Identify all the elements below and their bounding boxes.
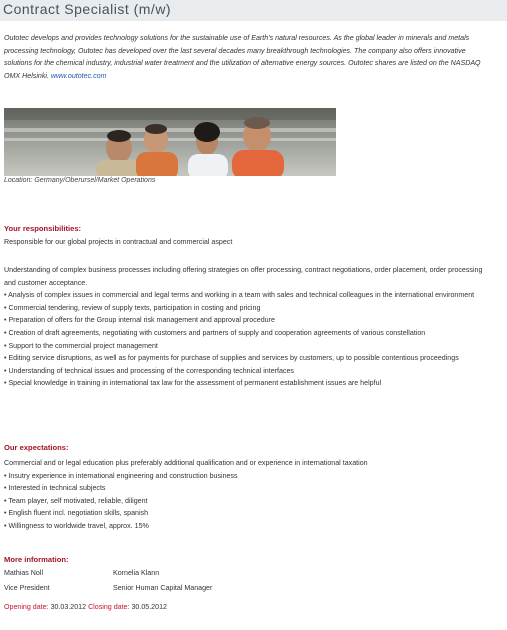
list-item: • Preparation of offers for the Group internal risk management and approval procedure bbox=[4, 316, 275, 325]
page-title: Contract Specialist (m/w) bbox=[3, 1, 172, 17]
list-item: • Special knowledge in training in international tax law for the assessment of permanent establishment issues are helpful bbox=[4, 379, 382, 388]
contact-role: Vice President bbox=[4, 584, 50, 592]
list-item: • Creation of draft agreements, negotiating with customers and partners of supply and cooperation agreements of various constellation bbox=[4, 328, 426, 337]
intro-text: Outotec develops and provides technology solutions for the sustainable use of Earth's natural resources. As the global leader in minerals and metals processing technology, Outotec has developed over the last several decades many breakthrough technologies. The company also offers innovative solutions for the chemical industry, industrial water treatment and the utilization of alternative energy sources. Outotec shares are listed on the NASDAQ OMX Helsinki. bbox=[4, 34, 481, 80]
company-website-link[interactable]: www.outotec.com bbox=[50, 71, 107, 80]
contact-role: Senior Human Capital Manager bbox=[113, 584, 213, 592]
expectations-list bbox=[4, 470, 494, 533]
opening-date-value: 30.03.2012 bbox=[50, 603, 87, 611]
team-photo-image bbox=[4, 108, 336, 176]
responsibilities-details bbox=[4, 264, 494, 390]
contact-name: Mathias Noll bbox=[4, 569, 44, 577]
list-item: • Willingness to worldwide travel, approx. 15% bbox=[4, 521, 149, 530]
responsibilities-heading: Your responsibilities: bbox=[4, 224, 82, 233]
contact-card bbox=[4, 566, 50, 596]
expectations-details bbox=[4, 457, 494, 533]
list-item: • Interested in technical subjects bbox=[4, 484, 106, 493]
list-item: • Understanding of technical issues and processing of the corresponding technical interfaces bbox=[4, 366, 294, 375]
responsibilities-paragraph: Understanding of complex business processes including offering strategies on offer processing, contract negotiations, order placement, order processing and customer acceptance. bbox=[4, 266, 483, 287]
contact-card bbox=[113, 566, 212, 596]
photo-caption: Location: Germany/Oberursel/Market Operations bbox=[4, 177, 156, 184]
list-item: • English fluent incl. negotiation skills, spanish bbox=[4, 509, 149, 518]
closing-date-label: Closing date: bbox=[88, 603, 130, 611]
contact-name: Kornelia Klann bbox=[113, 569, 160, 577]
closing-date-value: 30.05.2012 bbox=[131, 603, 167, 611]
responsibilities-list bbox=[4, 289, 494, 390]
more-info-heading: More information: bbox=[4, 555, 69, 564]
title-bar bbox=[0, 0, 507, 21]
list-item: • Editing service disruptions, as well as for payments for purchase of supplies and services by customers, up to possible contentious proceedings bbox=[4, 354, 459, 363]
team-photo bbox=[4, 108, 336, 176]
list-item: • Analysis of complex issues in commercial and legal terms and working in a team with sales and technical colleagues in the international environment bbox=[4, 291, 475, 300]
list-item: • Insutry experience in international engineering and construction business bbox=[4, 471, 238, 480]
posting-dates bbox=[4, 603, 167, 611]
list-item: • Team player, self motivated, reliable, diligent bbox=[4, 496, 148, 505]
company-intro bbox=[4, 32, 494, 82]
expectations-summary: Commercial and or legal education plus preferably additional qualification and or experience in international taxation bbox=[4, 459, 368, 467]
responsibilities-summary: Responsible for our global projects in contractual and commercial aspect bbox=[4, 238, 233, 246]
expectations-heading: Our expectations: bbox=[4, 443, 69, 452]
list-item: • Commercial tendering, review of supply texts, participation in costing and pricing bbox=[4, 303, 261, 312]
list-item: • Support to the commercial project management bbox=[4, 341, 158, 350]
opening-date-label: Opening date: bbox=[4, 603, 49, 611]
